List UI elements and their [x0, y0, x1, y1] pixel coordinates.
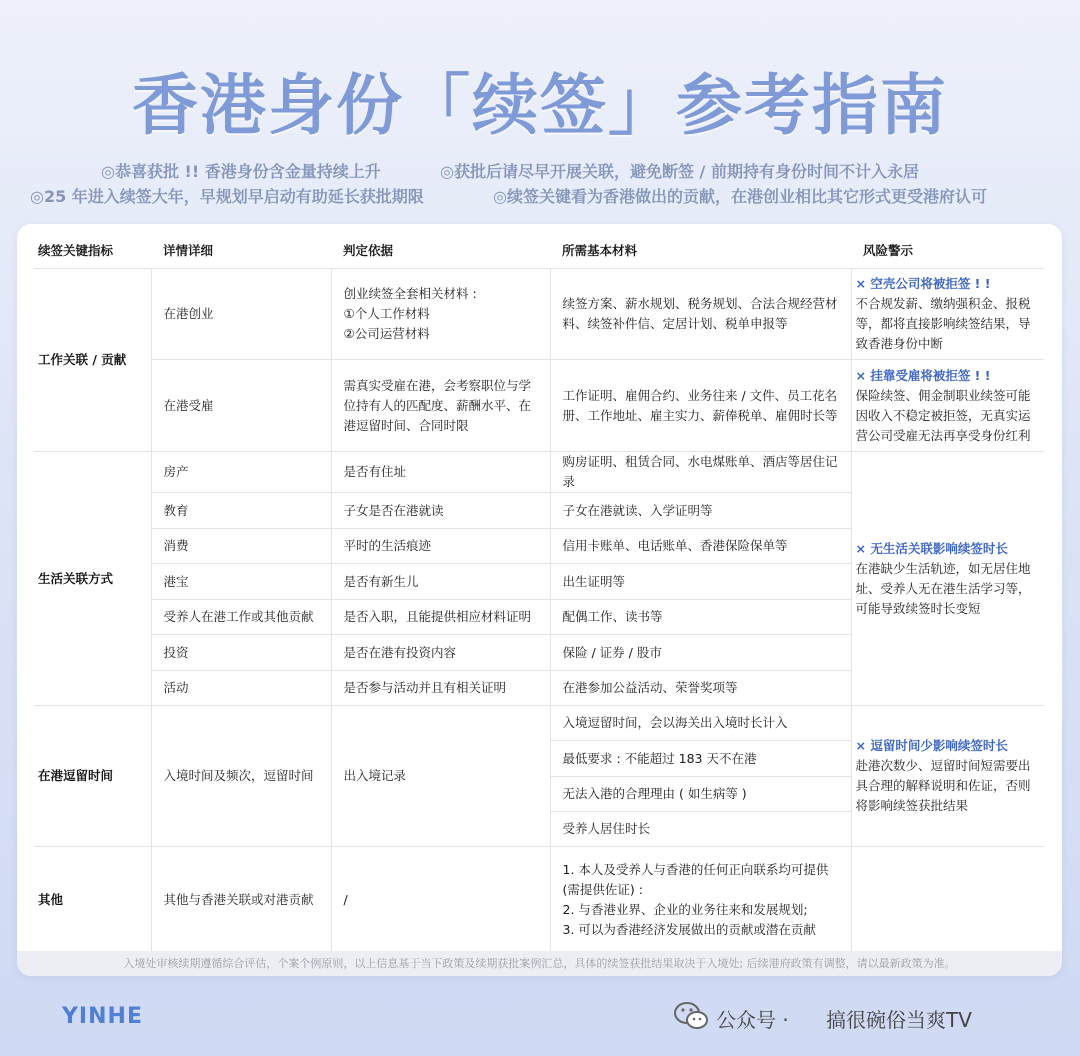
basis-cell: 是否在港有投资内容 [331, 635, 550, 671]
basis-cell: 是否有住址 [331, 452, 550, 493]
header-indicator: 续签关键指标 [34, 234, 151, 269]
detail-cell: 受养人在港工作或其他贡献 [151, 600, 331, 635]
basis-cell [331, 269, 550, 360]
basis-cell: 是否入职，且能提供相应材料证明 [331, 600, 550, 635]
basis-cell: 是否有新生儿 [331, 564, 550, 600]
yinhe-logo: YINHE [62, 1004, 143, 1029]
footnote: 入境处审核续期遵循综合评估，个案个例原则，以上信息基于当下政策及续期获批案例汇总，具体的续签获批结果取决于入境处; 后续港府政策有调整，请以最新政策为准。 [17, 951, 1062, 976]
detail-cell: 教育 [151, 493, 331, 529]
table-row [34, 847, 1044, 953]
category-stay: 在港逗留时间 [34, 706, 151, 847]
category-work: 工作关联 / 贡献 [34, 269, 151, 452]
basis-cell: 平时的生活痕迹 [331, 529, 550, 564]
risk-title: × 空壳公司将被拒签 ! ! [855, 276, 991, 291]
tagline-1: ◎恭喜获批 !! 香港身份含金量持续上升 [101, 162, 381, 181]
risk-cell [851, 269, 1044, 360]
risk-text: 赴港次数少、逗留时间短需要出具合理的解释说明和佐证，否则将影响续签获批结果 [855, 758, 1031, 813]
header-detail: 详情详细 [151, 234, 331, 269]
materials-cell: 购房证明、租赁合同、水电煤账单、酒店等居住记录 [550, 452, 851, 493]
table-row [34, 706, 1044, 741]
risk-title: × 逗留时间少影响续签时长 [855, 738, 1008, 753]
detail-cell: 在港受雇 [151, 360, 331, 452]
risk-text: 不合规发薪、缴纳强积金、报税等，都将直接影响续签结果，导致香港身份中断 [855, 296, 1031, 351]
materials-cell: 信用卡账单、电话账单、香港保险保单等 [550, 529, 851, 564]
header-basis: 判定依据 [331, 234, 550, 269]
guide-card [17, 224, 1062, 976]
table-row [34, 360, 1044, 452]
list-item: 2. 与香港业界、企业的业务往来和发展规划; [562, 901, 808, 917]
materials-cell: 受养人居住时长 [550, 812, 851, 847]
basis-cell: 需真实受雇在港，会考察职位与学位持有人的匹配度、薪酬水平、在港逗留时间、合同时限 [331, 360, 550, 452]
guide-table [34, 234, 1044, 953]
category-life: 生活关联方式 [34, 452, 151, 706]
detail-cell: 房产 [151, 452, 331, 493]
detail-cell: 活动 [151, 671, 331, 706]
tagline-2: ◎获批后请尽早开展关联，避免断签 / 前期持有身份时间不计入永居 [440, 162, 919, 181]
detail-cell: 其他与香港关联或对港贡献 [151, 847, 331, 953]
basis-line: ②公司运营材料 [343, 326, 430, 341]
risk-cell [851, 452, 1044, 706]
tagline-4: ◎续签关键看为香港做出的贡献，在港创业相比其它形式更受港府认可 [493, 187, 987, 206]
header-materials: 所需基本材料 [550, 234, 851, 269]
basis-line: 创业续签全套相关材料 : [343, 286, 477, 301]
materials-cell [550, 847, 851, 953]
basis-line: ①个人工作材料 [343, 306, 430, 321]
basis-cell: 出入境记录 [331, 706, 550, 847]
wechat-account-name: 搞很碗俗当爽TV [826, 1008, 972, 1032]
basis-cell: 子女是否在港就读 [331, 493, 550, 529]
list-item: 1. 本人及受养人与香港的任何正向联系均可提供 (需提供佐证) : [562, 861, 829, 897]
risk-title: × 无生活关联影响续签时长 [855, 540, 1008, 556]
tagline-3: ◎25 年进入续签大年，早规划早启动有助延长获批期限 [30, 187, 424, 206]
detail-cell: 投资 [151, 635, 331, 671]
wechat-label: 公众号 · [716, 1008, 789, 1032]
header-risk: 风险警示 [851, 234, 1044, 269]
risk-cell [851, 847, 1044, 953]
materials-cell: 保险 / 证券 / 股市 [550, 635, 851, 671]
table-row [34, 269, 1044, 360]
table-header-row [34, 234, 1044, 269]
detail-cell: 港宝 [151, 564, 331, 600]
risk-cell [851, 706, 1044, 847]
risk-title: × 挂靠受雇将被拒签 ! ! [855, 367, 991, 383]
materials-cell: 配偶工作、读书等 [550, 600, 851, 635]
risk-cell [851, 360, 1044, 452]
materials-cell: 子女在港就读、入学证明等 [550, 493, 851, 529]
detail-cell: 在港创业 [151, 269, 331, 360]
detail-cell: 消费 [151, 529, 331, 564]
list-item: 3. 可以为香港经济发展做出的贡献或潜在贡献 [562, 921, 816, 937]
detail-cell: 入境时间及频次，逗留时间 [151, 706, 331, 847]
basis-cell: 是否参与活动并且有相关证明 [331, 671, 550, 706]
wechat-icon [672, 999, 710, 1033]
basis-cell: / [331, 847, 550, 953]
materials-cell: 出生证明等 [550, 564, 851, 600]
risk-text: 在港缺少生活轨迹，如无居住地址、受养人无在港生活学习等，可能导致续签时长变短 [855, 560, 1031, 616]
risk-text: 保险续签、佣金制职业续签可能因收入不稳定被拒签，无真实运营公司受雇无法再享受身份红利 [855, 387, 1031, 443]
materials-cell: 续签方案、薪水规划、税务规划、合法合规经营材料、续签补件信、定居计划、税单申报等 [550, 269, 851, 360]
table-row [34, 452, 1044, 493]
materials-cell: 入境逗留时间，会以海关出入境时长计入 [550, 706, 851, 741]
materials-cell: 工作证明、雇佣合约、业务往来 / 文件、员工花名册、工作地址、雇主实力、薪俸税单、雇佣时长等 [550, 360, 851, 452]
materials-cell: 无法入港的合理理由 ( 如生病等 ) [550, 777, 851, 812]
materials-cell: 最低要求 : 不能超过 183 天不在港 [550, 741, 851, 777]
category-other: 其他 [34, 847, 151, 953]
materials-cell: 在港参加公益活动、荣誉奖项等 [550, 671, 851, 706]
page-title: 香港身份「续签」参考指南 [132, 67, 948, 144]
